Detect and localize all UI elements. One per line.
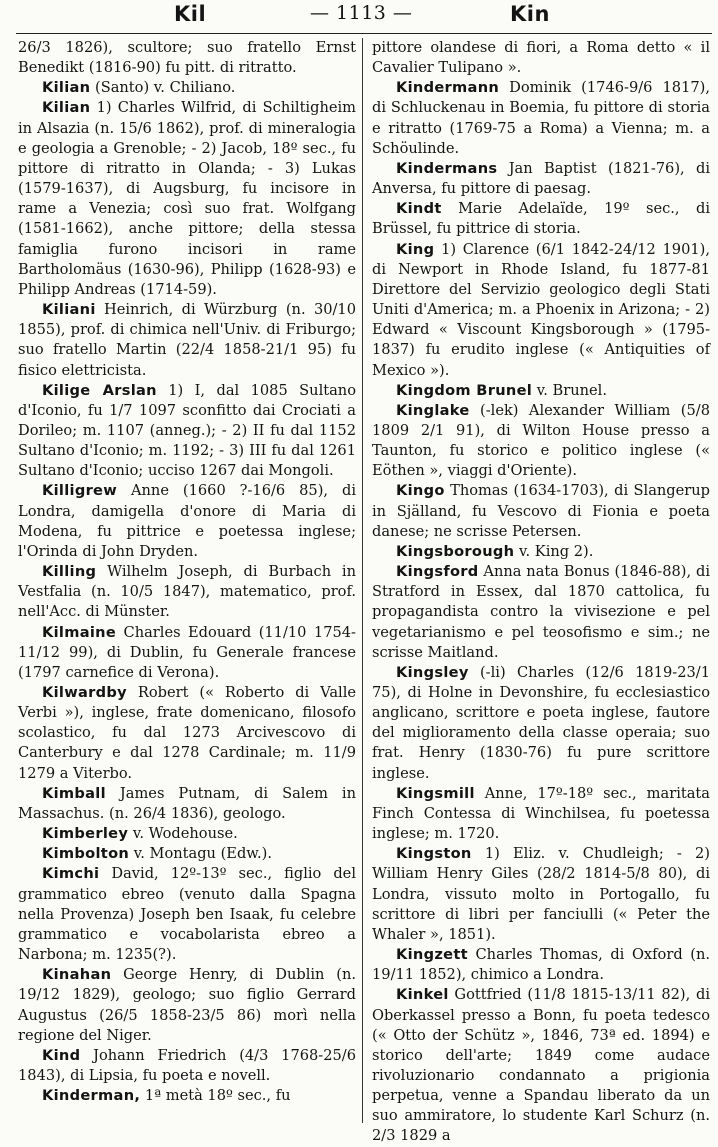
dictionary-entry — [18, 78, 356, 98]
dictionary-entry — [18, 864, 356, 965]
entry-text: Anne, 17º-18º sec., maritata Finch Contessa di Winchilsea, fu poetessa inglese; m. 1720. — [372, 784, 710, 843]
entry-headword: Kinglake — [396, 401, 470, 419]
entry-headword: Kingston — [396, 845, 472, 863]
entry-headword: Kingsley — [396, 663, 469, 681]
entry-text: Wilhelm Joseph, di Burbach in Vestfalia (n. 10/5 1847), matematico, prof. nell'Acc. di Münster. — [18, 563, 356, 621]
entry-headword: Kilwardby — [42, 684, 127, 701]
entry-headword: Kingsborough — [396, 542, 515, 560]
entry-text: v. Wodehouse. — [128, 825, 238, 843]
dictionary-entry — [18, 38, 356, 78]
entry-text: Anne (1660 ?-16/6 85), di Londra, damigella d'onore di Maria di Modena, fu pittrice e poetessa inglese; l'Orinda di John Dryden. — [18, 482, 356, 560]
column-divider — [362, 38, 363, 1123]
dictionary-entry — [18, 965, 356, 1046]
entry-text: v. Brunel. — [532, 381, 607, 399]
entry-headword: Kimball — [42, 784, 106, 802]
entry-headword: Kindt — [396, 200, 442, 218]
dictionary-entry — [372, 562, 710, 663]
entry-headword: Killigrew — [42, 482, 118, 500]
header-rule — [16, 33, 712, 34]
dictionary-entry — [18, 481, 356, 562]
entry-headword: Kind — [42, 1046, 81, 1064]
page-header — [16, 0, 712, 34]
entry-headword: Kilian — [42, 99, 91, 117]
entry-text: Johann Friedrich (4/3 1768-25/6 1843), di Lipsia, fu poeta e novell. — [18, 1046, 356, 1084]
entry-text: 1) Charles Wilfrid, di Schiltigheim in Alsazia (n. 15/6 1862), prof. di mineralogia e geologia a Grenoble; - 2) Jacob, 18º sec., fu pittore di ritratto in Olanda; - 3) Lukas (1579-1637), di Augsburg, fu incisore in rame a Venezia; così suo frat. Wolfgang (1581-1662), anche pittore; della stessa famiglia furono incisori in rame Bartholomäus (1630-96), Philipp (1628-93) e Philipp Andreas (1714-59). — [18, 99, 356, 298]
entry-headword: Kimchi — [42, 865, 100, 883]
entry-headword: Kimbolton — [42, 845, 130, 863]
entry-headword: King — [396, 240, 435, 258]
dictionary-entry — [372, 38, 710, 78]
entry-text: v. Montagu (Edw.). — [129, 845, 273, 863]
dictionary-entry — [372, 381, 710, 401]
dictionary-entry — [372, 542, 710, 562]
entry-headword: Kinahan — [42, 966, 112, 984]
entry-text: v. King 2). — [514, 542, 594, 560]
dictionary-entry — [18, 1046, 356, 1086]
entry-text: (-li) Charles (12/6 1819-23/1 75), di Holne in Devonshire, fu ecclesiastico anglicano, scrittore e poeta inglese, fautore del miglioramento della classe operaia; suo frat. Henry (1830-76) fu pure scrittore inglese. — [372, 663, 710, 782]
entry-text: James Putnam, di Salem in Massachus. (n. 26/4 1836), geologo. — [18, 784, 356, 822]
entry-headword: Kingdom Brunel — [396, 381, 533, 399]
dictionary-entry — [18, 300, 356, 381]
entry-headword: Kilmaine — [42, 623, 117, 641]
entry-headword: Kindermann — [396, 79, 500, 97]
entry-text: pittore olandese di fiori, a Roma detto « il Cavalier Tulipano ». — [372, 39, 710, 77]
dictionary-entry — [18, 98, 356, 300]
entry-text: George Henry, di Dublin (n. 19/12 1829), geologo; suo figlio Gerrard Augustus (26/5 1858-23/5 86) morì nella regione del Niger. — [18, 966, 356, 1044]
entry-headword: Kingzett — [396, 946, 468, 964]
dictionary-entry — [18, 784, 356, 824]
header-left-guideword: Kil — [174, 2, 207, 26]
entry-text: Dominik (1746-9/6 1817), di Schluckenau in Boemia, fu pittore di storia e ritratto (1769-75 a Roma) a Vienna; m. a Schöulinde. — [372, 79, 710, 157]
entry-text: 1) Eliz. v. Chudleigh; - 2) William Henry Giles (28/2 1814-5/8 80), di Londra, vissuto molto in Portogallo, fu scrittore di libri per fanciulli (« Peter the Whaler », 1851). — [372, 845, 710, 943]
dictionary-entry — [18, 381, 356, 482]
dictionary-entry — [372, 481, 710, 541]
dictionary-entry — [18, 683, 356, 784]
entry-headword: Kinkel — [396, 986, 449, 1004]
dictionary-entry — [372, 844, 710, 945]
entry-headword: Kingsmill — [396, 784, 475, 802]
entry-text: 26/3 1826), scultore; suo fratello Ernst Benedikt (1816-90) fu pitt. di ritratto. — [18, 39, 356, 77]
dictionary-entry — [18, 1086, 356, 1106]
dictionary-entry — [372, 401, 710, 482]
entry-text: Marie Adelaïde, 19º sec., di Brüssel, fu pittrice di storia. — [372, 200, 710, 238]
entry-text: (-lek) Alexander William (5/8 1809 2/1 91), di Wilton House presso a Taunton, fu storico e politico inglese (« Eöthen », viaggi d'Oriente). — [372, 401, 710, 480]
right-column — [372, 38, 710, 1147]
entry-headword: Kingsford — [396, 563, 479, 581]
entry-headword: Kinderman, — [42, 1087, 141, 1105]
entry-headword: Kilige Arslan — [42, 381, 157, 399]
dictionary-entry — [372, 663, 710, 784]
header-right-guideword: Kin — [510, 2, 550, 26]
entry-text: Jan Baptist (1821-76), di Anversa, fu pittore di paesag. — [372, 159, 710, 198]
entry-text: 1) Clarence (6/1 1842-24/12 1901), di Newport in Rhode Island, fu 1877-81 Direttore del Servizio geologico degli Stati Uniti d'America; m. a Phoenix in Arizona; - 2) Edward « Viscount Kingsborough » (1795-1837) fu erudito inglese (« Antiquities of Mexico »). — [372, 240, 710, 379]
entry-text: Charles Edouard (11/10 1754-11/12 99), di Dublin, fu Generale francese (1797 carnefice di Verona). — [18, 623, 356, 681]
entry-text: Heinrich, di Würzburg (n. 30/10 1855), prof. di chimica nell'Univ. di Friburgo; suo fratello Martin (22/4 1858-21/1 95) fu fisico elettricista. — [18, 301, 356, 379]
entry-text: Gottfried (11/8 1815-13/11 82), di Oberkassel presso a Bonn, fu poeta tedesco (« Otto der Schütz », 1846, 73ª ed. 1894) e storico dell'arte; 1849 come audace rivoluzionario condannato a prigionia perpetua, venne a Spandau liberato da un suo ammiratore, lo studente Karl Schurz (n. 2/3 1829 a — [372, 986, 710, 1145]
entry-text: David, 12º-13º sec., figlio del grammatico ebreo (venuto dalla Spagna nella Provenza) Joseph ben Isaak, fu celebre grammatico e vocabolarista ebreo a Narbona; m. 1235(?). — [18, 865, 356, 964]
entry-headword: Kindermans — [396, 159, 498, 177]
dictionary-entry — [18, 562, 356, 622]
dictionary-entry — [372, 985, 710, 1146]
entry-text: Thomas (1634-1703), di Slangerup in Själland, fu Vescovo di Fionia e poeta danese; ne scrisse Petersen. — [372, 482, 710, 540]
page-number: — 1113 — — [310, 2, 413, 24]
dictionary-entry — [372, 240, 710, 381]
dictionary-entry — [372, 78, 710, 159]
dictionary-entry — [18, 623, 356, 683]
dictionary-entry — [18, 824, 356, 844]
dictionary-entry — [372, 784, 710, 844]
entry-text: Anna nata Bonus (1846-88), di Stratford in Essex, dal 1870 cattolica, fu propagandista contro la vivisezione e pel vegetarianismo e pel teosofismo e sim.; ne scrisse Maitland. — [372, 563, 710, 661]
entry-text: (Santo) v. Chiliano. — [90, 79, 236, 97]
dictionary-entry — [372, 199, 710, 239]
entry-text: Robert (« Roberto di Valle Verbi »), inglese, frate domenicano, filosofo scolastico, fu dal 1273 Arcivescovo di Canterbury e dal 1278 Cardinale; m. 11/9 1279 a Viterbo. — [18, 684, 356, 782]
entry-text: 1) I, dal 1085 Sultano d'Iconio, fu 1/7 1097 sconfitto dai Crociati a Dorileo; m. 1107 (anneg.); - 2) II fu dal 1152 Sultano d'Iconio; m. 1192; - 3) III fu dal 1261 Sultano d'Iconio; ucciso 1267 dai Mongoli. — [18, 381, 356, 480]
dictionary-entry — [372, 159, 710, 199]
entry-text: Charles Thomas, di Oxford (n. 19/11 1852), chimico a Londra. — [372, 946, 710, 984]
dictionary-entry — [372, 945, 710, 985]
entry-headword: Kiliani — [42, 301, 96, 319]
entry-headword: Kingo — [396, 482, 445, 500]
entry-headword: Killing — [42, 563, 97, 581]
entry-headword: Kilian — [42, 79, 91, 97]
entry-headword: Kimberley — [42, 825, 129, 843]
left-column — [18, 38, 356, 1106]
dictionary-entry — [18, 844, 356, 864]
entry-text: 1ª metà 18º sec., fu — [140, 1087, 291, 1105]
